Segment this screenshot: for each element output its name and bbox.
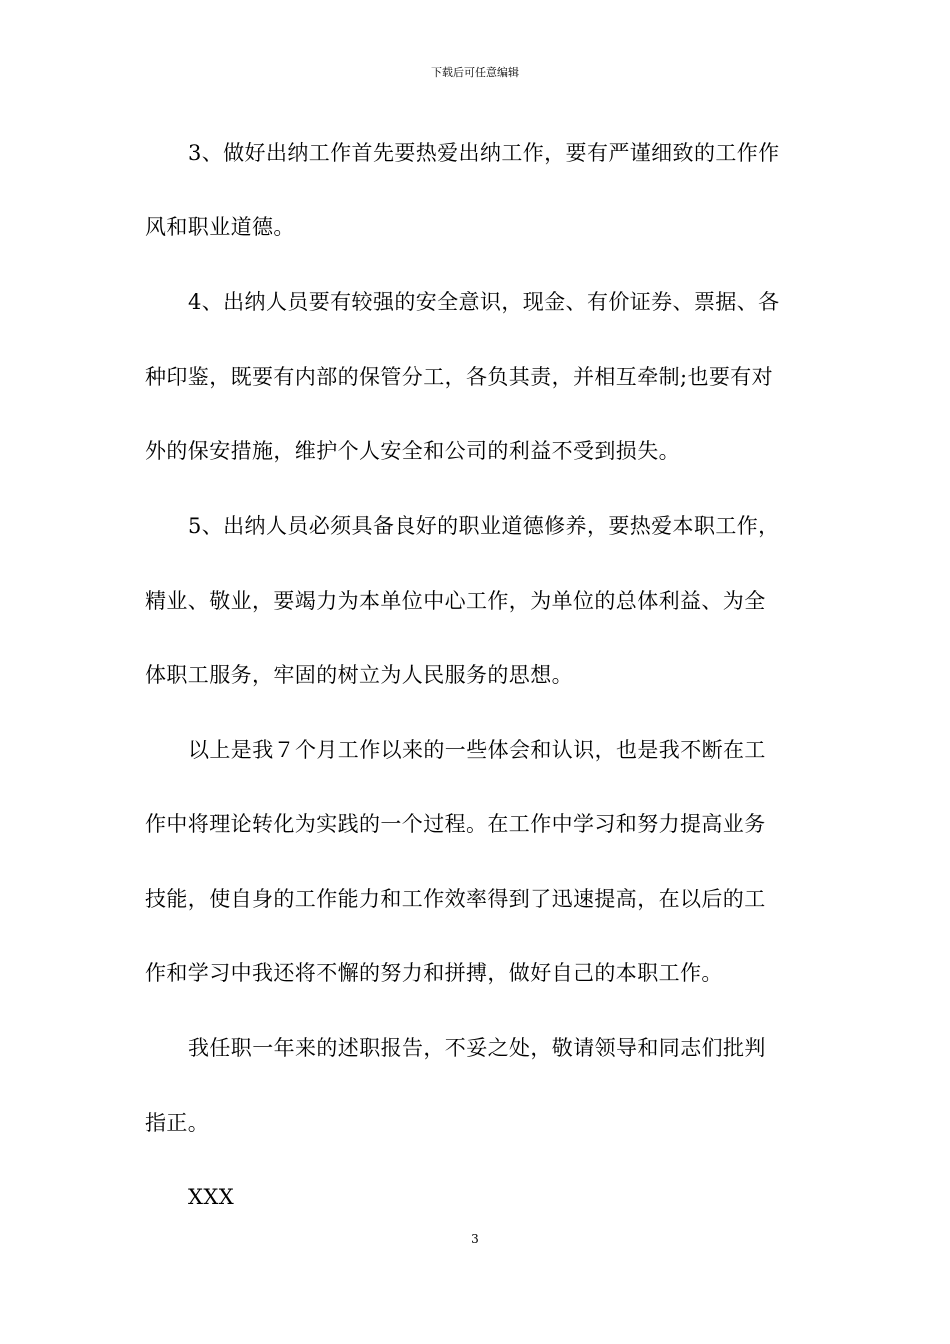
signature-name: XXX: [188, 1185, 235, 1209]
paragraph-line: 以上是我７个月工作以来的一些体会和认识，也是我不断在工: [188, 738, 766, 762]
page-number: 3: [471, 1232, 479, 1246]
paragraph-line: 精业、敬业，要竭力为本单位中心工作，为单位的总体利益、为全: [145, 589, 766, 613]
paragraph-line: 体职工服务，牢固的树立为人民服务的思想。: [145, 663, 573, 687]
paragraph-line: 外的保安措施，维护个人安全和公司的利益不受到损失。: [145, 439, 680, 463]
paragraph-line: 作中将理论转化为实践的一个过程。在工作中学习和努力提高业务: [145, 812, 766, 836]
paragraph-line: 种印鉴，既要有内部的保管分工，各负其责，并相互牵制;也要有对: [145, 365, 774, 389]
paragraph-line: 3、做好出纳工作首先要热爱出纳工作，要有严谨细致的工作作: [188, 141, 780, 165]
paragraph-line: 我任职一年来的述职报告，不妥之处，敬请领导和同志们批判: [188, 1036, 766, 1060]
paragraph-line: 技能，使自身的工作能力和工作效率得到了迅速提高，在以后的工: [145, 887, 766, 911]
paragraph-line: 作和学习中我还将不懈的努力和拼搏，做好自己的本职工作。: [145, 961, 723, 985]
page-header: 下载后可任意编辑: [431, 66, 519, 79]
paragraph-line: 4、出纳人员要有较强的安全意识，现金、有价证券、票据、各: [188, 290, 780, 314]
paragraph-line: 风和职业道德。: [145, 215, 295, 239]
paragraph-line: 5、出纳人员必须具备良好的职业道德修养，要热爱本职工作，: [188, 514, 780, 538]
paragraph-line: 指正。: [145, 1111, 210, 1135]
